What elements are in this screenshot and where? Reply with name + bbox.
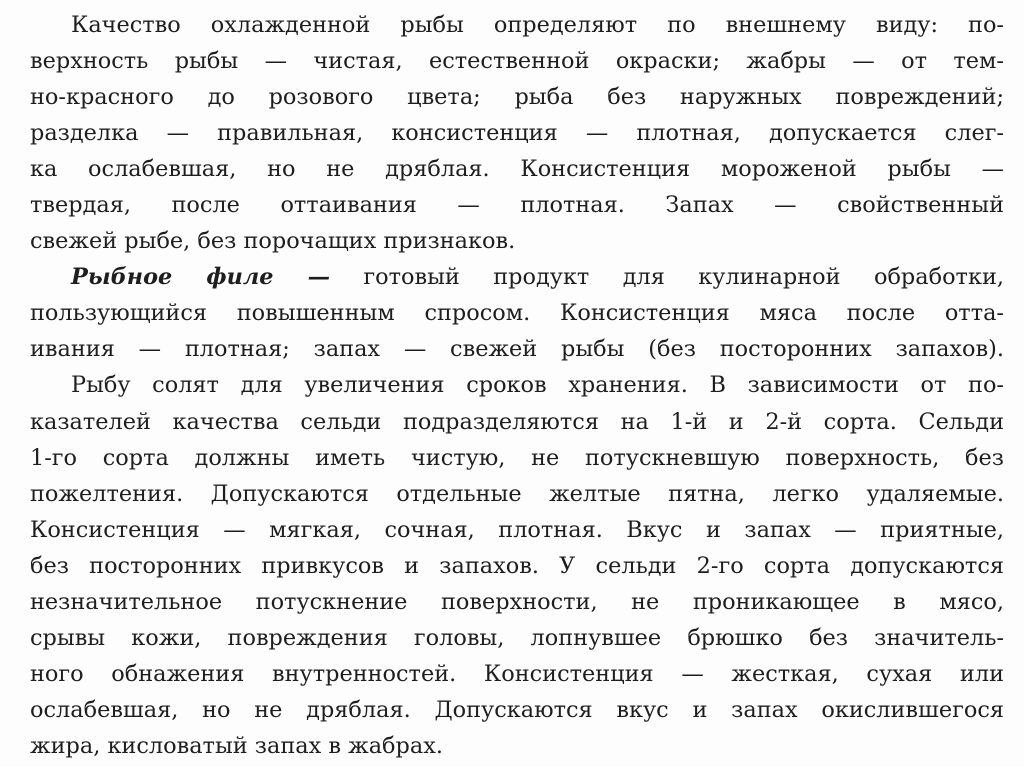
text-line [30, 259, 1004, 295]
lead-line-rest: готовый продукт для кулинарной обработки, [329, 264, 1004, 291]
text-line: твердая, после оттаивания — плотная. Запах — свойственный [30, 192, 1004, 219]
text-line: ослабевшая, но не дряблая. Допускаются вкус и запах окислившегося [30, 696, 1004, 723]
text-line: Консистенция — мягкая, сочная, плотная. Вкус и запах — приятные, [30, 516, 1004, 543]
text-line: разделка — правильная, консистенция — плотная, допускается слег- [30, 120, 1004, 147]
document-body [30, 7, 1004, 764]
paragraph-fish-fillet [30, 259, 1004, 367]
text-line: пожелтения. Допускаются отдельные желтые пятна, легко удаляемые. [30, 480, 1004, 507]
text-line: Рыбу солят для увеличения сроков хранения. В зависимости от по- [71, 372, 1004, 399]
text-line: но-красного до розового цвета; рыба без наружных повреждений; [30, 84, 1004, 111]
text-line: пользующийся повышенным спросом. Консистенция мяса после отта- [30, 300, 1004, 327]
text-line: казателей качества сельди подразделяются на 1-й и 2-й сорта. Сельди [30, 408, 1004, 435]
text-line: верхность рыбы — чистая, естественной окраски; жабры — от тем- [30, 48, 1004, 75]
text-line: свежей рыбе, без порочащих признаков. [30, 228, 516, 255]
text-line: ного обнажения внутренностей. Консистенция — жесткая, сухая или [30, 660, 1004, 687]
text-line: срывы кожи, повреждения головы, лопнувшее брюшко без значитель- [30, 624, 1004, 651]
lead-term: Рыбное филе — [71, 264, 330, 291]
text-line: ивания — плотная; запах — свежей рыбы (без посторонних запахов). [30, 336, 1004, 363]
text-line: жира, кисловатый запах в жабрах. [30, 732, 443, 759]
text-line: ка ослабевшая, но не дряблая. Консистенция мороженой рыбы — [30, 156, 1004, 183]
text-line: без посторонних привкусов и запахов. У сельди 2-го сорта допускаются [30, 552, 1004, 579]
text-line: Качество охлажденной рыбы определяют по внешнему виду: по- [71, 12, 1004, 38]
text-line: незначительное потускнение поверхности, не проникающее в мясо, [30, 588, 1004, 615]
text-line: 1-го сорта должны иметь чистую, не потускневшую поверхность, без [30, 444, 1004, 471]
paragraph-salted-herring [30, 367, 1004, 764]
paragraph-chilled-fish-quality [30, 7, 1004, 259]
